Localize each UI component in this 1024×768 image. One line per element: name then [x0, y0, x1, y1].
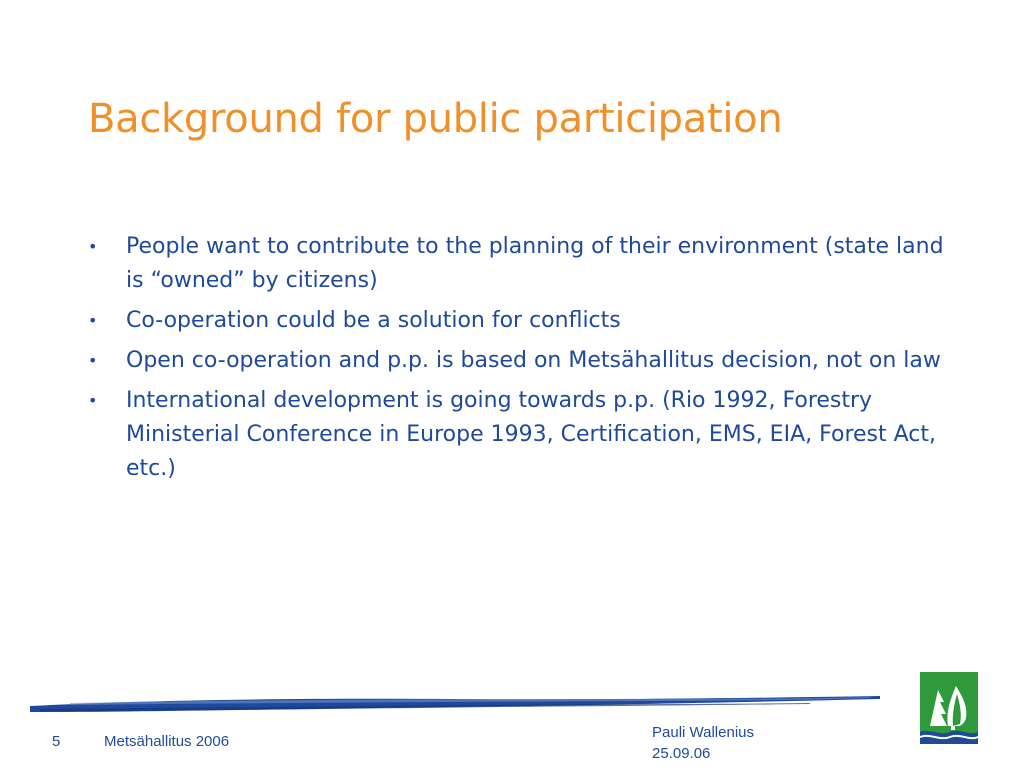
- bullet-item: [88, 384, 948, 486]
- footer-author: Pauli Wallenius: [652, 724, 754, 741]
- tree-logo-icon: [920, 672, 978, 744]
- bullet-text: Co-operation could be a solution for conflicts: [126, 308, 621, 333]
- bullet-item: [88, 230, 948, 298]
- bullet-dot-icon: •: [88, 351, 98, 370]
- bullet-dot-icon: •: [88, 311, 98, 330]
- bullet-text: Open co-operation and p.p. is based on Metsähallitus decision, not on law: [126, 348, 941, 373]
- bullet-dot-icon: •: [88, 237, 98, 256]
- page-number: 5: [52, 733, 61, 750]
- bullet-item: [88, 304, 948, 338]
- bullet-text: International development is going towards p.p. (Rio 1992, Forestry Ministerial Conference in Europe 1993, Certification, EMS, EIA, Forest Act, etc.): [126, 388, 936, 481]
- footer-organization: Metsähallitus 2006: [104, 733, 230, 750]
- bullet-item: [88, 344, 948, 378]
- bullet-list: [88, 230, 948, 492]
- footer-brush-stroke: [30, 690, 880, 722]
- bullet-dot-icon: •: [88, 391, 98, 410]
- bullet-text: People want to contribute to the planning of their environment (state land is “owned” by citizens): [126, 234, 944, 293]
- footer-date: 25.09.06: [652, 745, 711, 762]
- slide-title: Background for public participation: [88, 96, 783, 142]
